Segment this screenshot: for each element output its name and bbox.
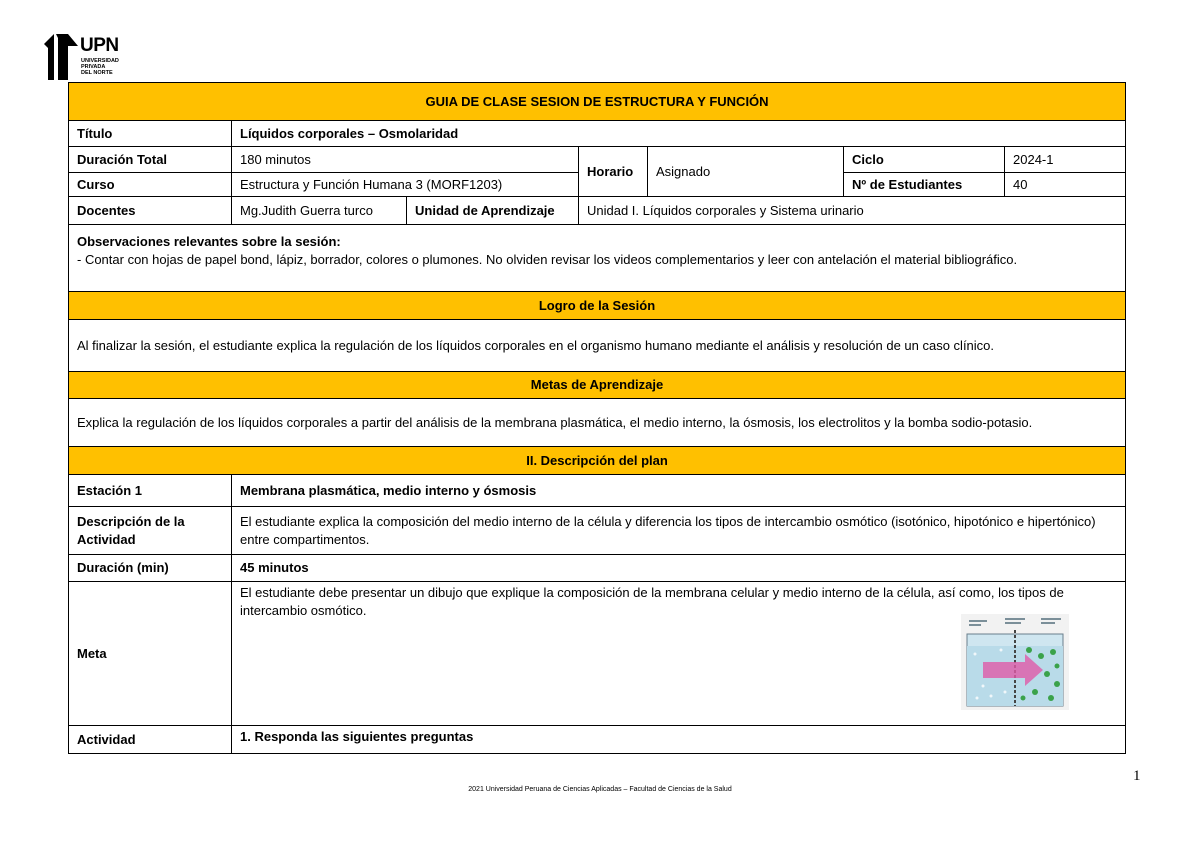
curso-value: Estructura y Función Humana 3 (MORF1203) — [232, 173, 579, 197]
meta-label: Meta — [69, 582, 232, 726]
upn-logo — [44, 34, 134, 86]
guide-title: GUIA DE CLASE SESION DE ESTRUCTURA Y FUNCIÓN — [69, 83, 1126, 121]
meta-value: El estudiante debe presentar un dibujo que explique la composición de la membrana celular y medio interno de la célula, así como, los tipos de intercambio osmótico. — [240, 585, 1064, 618]
horario-label: Horario — [579, 147, 648, 197]
logro-text: Al finalizar la sesión, el estudiante explica la regulación de los líquidos corporales en el organismo humano mediante el análisis y resolución de un caso clínico. — [69, 320, 1126, 372]
curso-label: Curso — [69, 173, 232, 197]
duracion-total-value: 180 minutos — [232, 147, 579, 173]
metas-text: Explica la regulación de los líquidos corporales a partir del análisis de la membrana plasmática, el medio interno, la ósmosis, los electrolitos y la bomba sodio-potasio. — [69, 399, 1126, 447]
descripcion-value: El estudiante explica la composición del medio interno de la célula y diferencia los tipos de intercambio osmótico (isotónico, hipotónico e hipertónico) entre compartimentos. — [232, 507, 1126, 555]
descripcion-label: Descripción de la Actividad — [69, 507, 232, 555]
titulo-label: Título — [69, 121, 232, 147]
observaciones-text: - Contar con hojas de papel bond, lápiz, borrador, colores o plumones. No olviden revisar los videos complementarios y leer con antelación el material bibliográfico. — [77, 252, 1018, 267]
logo-brand: UPN — [80, 35, 119, 56]
osmosis-diagram-image — [961, 614, 1069, 710]
actividad-label: Actividad — [69, 726, 232, 754]
logro-header: Logro de la Sesión — [69, 292, 1126, 320]
meta-cell — [232, 582, 1126, 726]
upn-arrow-icon — [44, 34, 78, 80]
ciclo-label: Ciclo — [844, 147, 1005, 173]
docentes-value: Mg.Judith Guerra turco — [232, 197, 407, 225]
duracion-min-value: 45 minutos — [232, 555, 1126, 582]
unidad-label: Unidad de Aprendizaje — [407, 197, 579, 225]
docentes-label: Docentes — [69, 197, 232, 225]
estudiantes-label: Nº de Estudiantes — [844, 173, 1005, 197]
ciclo-value: 2024-1 — [1005, 147, 1126, 173]
class-guide-table — [68, 82, 1126, 754]
estacion-label: Estación 1 — [69, 475, 232, 507]
plan-header: II. Descripción del plan — [69, 447, 1126, 475]
actividad-value: 1. Responda las siguientes preguntas — [232, 726, 1126, 754]
observaciones-cell — [69, 225, 1126, 292]
estudiantes-value: 40 — [1005, 173, 1126, 197]
logo-subtitle: UNIVERSIDAD PRIVADA DEL NORTE — [81, 58, 119, 76]
page-footer: 2021 Universidad Peruana de Ciencias Aplicadas – Facultad de Ciencias de la Salud — [468, 786, 732, 793]
page-number: 1 — [1133, 768, 1141, 784]
horario-value: Asignado — [648, 147, 844, 197]
titulo-value: Líquidos corporales – Osmolaridad — [232, 121, 1126, 147]
unidad-value: Unidad I. Líquidos corporales y Sistema urinario — [579, 197, 1126, 225]
observaciones-title: Observaciones relevantes sobre la sesión: — [77, 234, 341, 249]
duracion-min-label: Duración (min) — [69, 555, 232, 582]
duracion-total-label: Duración Total — [69, 147, 232, 173]
estacion-value: Membrana plasmática, medio interno y ósmosis — [232, 475, 1126, 507]
metas-header: Metas de Aprendizaje — [69, 372, 1126, 399]
